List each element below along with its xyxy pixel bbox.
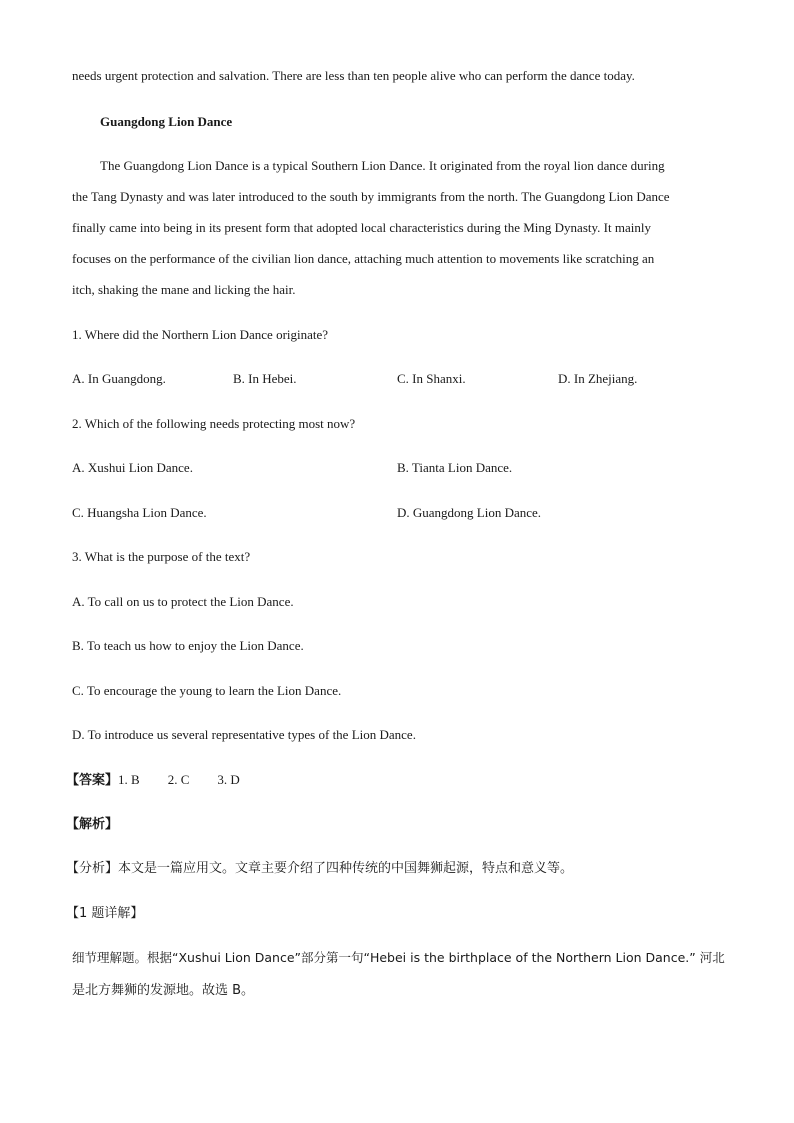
q2-option-c: C. Huangsha Lion Dance. [72,505,207,520]
answer-item: 1. B [118,772,140,787]
question-3-stem: 3. What is the purpose of the text? [72,549,251,564]
q1-option-a: A. In Guangdong. [72,371,166,386]
question-1-stem: 1. Where did the Northern Lion Dance originate? [72,327,329,342]
paragraph-line: itch, shaking the mane and licking the hair. [72,282,296,297]
q1-option-d: D. In Zhejiang. [558,371,638,386]
q3-option-c: C. To encourage the young to learn the Lion Dance. [72,683,342,698]
paragraph-line: The Guangdong Lion Dance is a typical Southern Lion Dance. It originated from the royal lion dance during [100,158,665,173]
summary-text: 本文是一篇应用文。文章主要介绍了四种传统的中国舞狮起源，特点和意义等。 [118,861,574,876]
passage-tail-line: needs urgent protection and salvation. There are less than ten people alive who can perform the dance today. [72,68,635,83]
answer-item: 3. D [217,772,240,787]
paragraph-line: finally came into being in its present form that adopted local characteristics during the Ming Dynasty. It mainly [72,220,651,235]
summary-label: 【分析】 [66,861,119,876]
section-title: Guangdong Lion Dance [100,114,233,129]
q2-option-b: B. Tianta Lion Dance. [397,460,513,475]
analysis-label: 【解析】 [66,817,119,832]
answer-item: 2. C [167,772,190,787]
question-2-stem: 2. Which of the following needs protecting most now? [72,416,356,431]
summary-line [66,860,573,878]
q1-option-c: C. In Shanxi. [397,371,466,386]
q3-option-b: B. To teach us how to enjoy the Lion Dance. [72,638,304,653]
q2-option-d: D. Guangdong Lion Dance. [397,505,542,520]
answer-line [66,771,240,790]
paragraph-line: the Tang Dynasty and was later introduced to the south by immigrants from the north. The Guangdong Lion Dance [72,189,670,204]
q1-option-b: B. In Hebei. [233,371,297,386]
q3-option-d: D. To introduce us several representative types of the Lion Dance. [72,727,416,742]
detail-line: 细节理解题。根据“Xushui Lion Dance”部分第一句“Hebei is the birthplace of the Northern Lion Dance.” 河北 [72,950,725,965]
detail-line: 是北方舞狮的发源地。故选 B。 [72,983,255,998]
q2-option-a: A. Xushui Lion Dance. [72,460,193,475]
q3-option-a: A. To call on us to protect the Lion Dance. [72,594,294,609]
paragraph-line: focuses on the performance of the civilian lion dance, attaching much attention to movements like scratching an [72,251,655,266]
detail-label: 【1 题详解】 [66,906,144,921]
answer-label: 【答案】 [66,773,119,788]
